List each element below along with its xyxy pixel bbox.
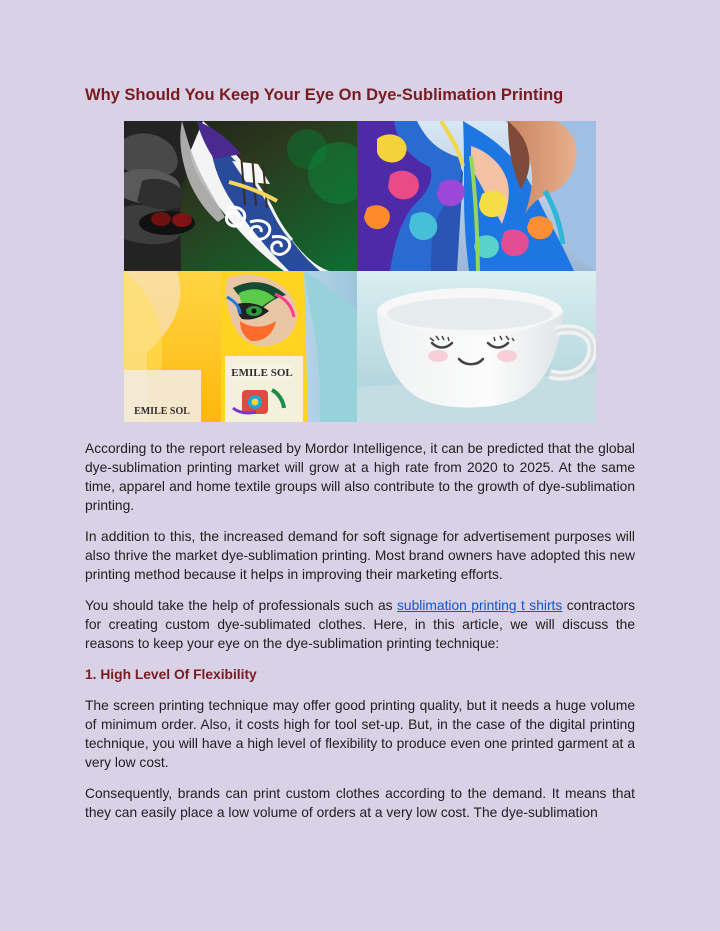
- paragraph-screen-printing: The screen printing technique may offer good printing quality, but it needs a huge volume of minimum order. Also, it costs high for tool set-up. But, in the case of the digital printing technique, you will have a high level of flexibility to produce even one printed garment at a very low cost.: [85, 698, 635, 770]
- paragraph-professionals: [85, 596, 635, 653]
- shoes-image: [124, 121, 357, 271]
- paragraph-custom-clothes: Consequently, brands can print custom clothes according to the demand. It means that they can easily place a low volume of orders at a very low cost. The dye-sublimation: [85, 786, 635, 820]
- article-body: [85, 439, 635, 834]
- sublimation-printing-t-shirts-link[interactable]: sublimation printing t shirts: [397, 598, 563, 613]
- cup-image: [357, 271, 596, 422]
- section-heading-flexibility: 1. High Level Of Flexibility: [85, 667, 257, 682]
- paragraph-market-growth: According to the report released by Mordor Intelligence, it can be predicted that the global dye-sublimation printing market will grow at a high rate from 2020 to 2025. At the same time, apparel and home textile groups will also contribute to the growth of dye-sublimation printing.: [85, 441, 635, 513]
- image-collage: [124, 121, 596, 422]
- dress-image: [357, 121, 596, 271]
- banner-text-emile-sol: EMILE SOL: [231, 367, 293, 379]
- banner-text-emile-sol-2: EMILE SOL: [134, 406, 190, 417]
- banner-image: [124, 271, 357, 422]
- paragraph-professionals-before: You should take the help of professionals such as: [85, 598, 398, 613]
- page-title: Why Should You Keep Your Eye On Dye-Sublimation Printing: [85, 86, 564, 104]
- paragraph-professionals-after: contractors for creating custom dye-sublimated clothes. Here, in this article, we will discuss the reasons to keep your eye on the dye-sublimation printing technique:: [85, 598, 635, 651]
- paragraph-soft-signage: In addition to this, the increased demand for soft signage for advertisement purposes will also thrive the market dye-sublimation printing. Most brand owners have adopted this new printing method because it helps in improving their marketing efforts.: [85, 529, 635, 582]
